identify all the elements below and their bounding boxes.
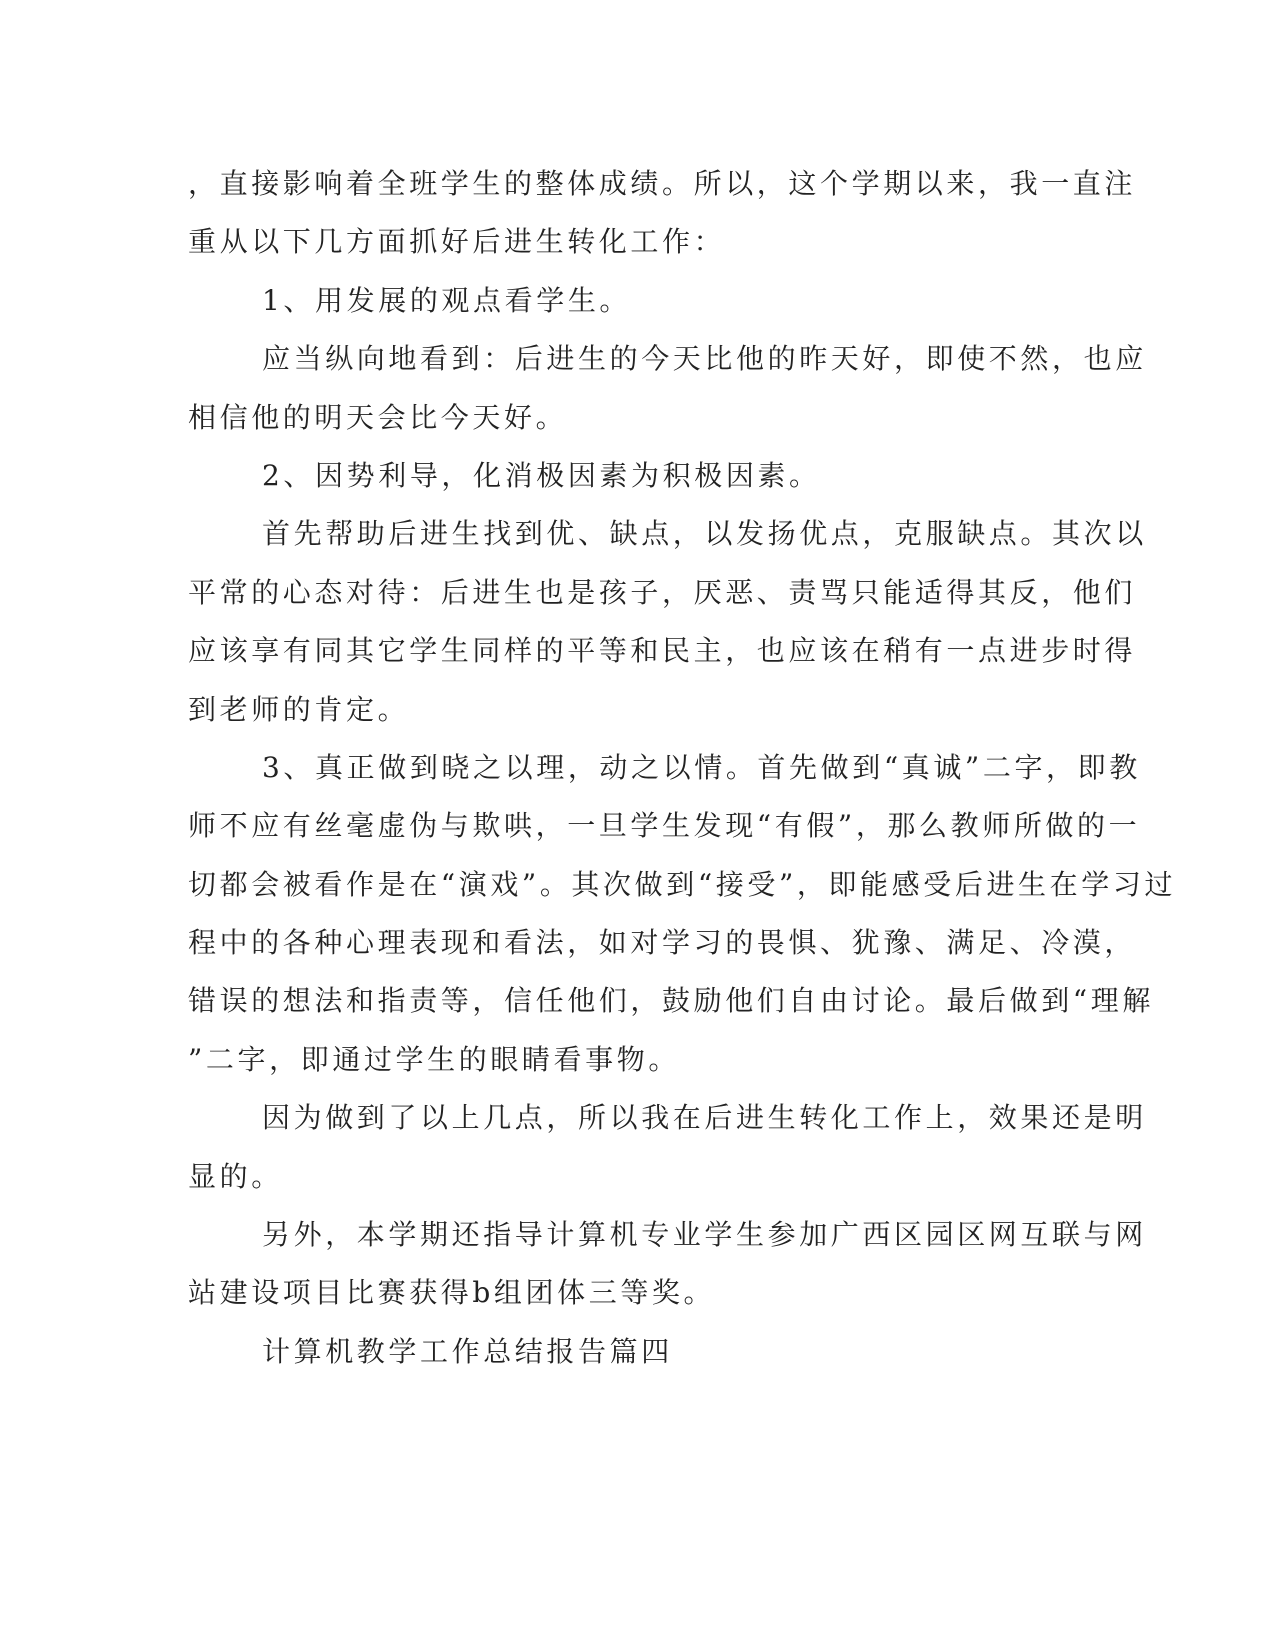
text-line: 首先帮助后进生找到优、缺点，以发扬优点，克服缺点。其次以 (262, 517, 1147, 551)
text-line: 显的。 (188, 1159, 283, 1193)
text-line: 重从以下几方面抓好后进生转化工作： (188, 225, 726, 259)
document-body (188, 155, 1177, 1381)
list-item-heading: 1、用发展的观点看学生。 (262, 283, 632, 317)
text-line: 应当纵向地看到：后进生的今天比他的昨天好，即使不然，也应 (262, 342, 1147, 376)
section-heading: 计算机教学工作总结报告篇四 (262, 1334, 673, 1368)
text-line: 错误的想法和指责等，信任他们，鼓励他们自由讨论。最后做到“理解 (188, 984, 1154, 1018)
text-line: 相信他的明天会比今天好。 (188, 400, 568, 434)
text-line: 另外，本学期还指导计算机专业学生参加广西区园区网互联与网 (262, 1218, 1147, 1252)
text-line: ，直接影响着全班学生的整体成绩。所以，这个学期以来，我一直注 (188, 167, 1137, 200)
list-item-heading: 2、因势利导，化消极因素为积极因素。 (262, 458, 821, 492)
text-line: 到老师的肯定。 (188, 692, 410, 726)
text-line: 程中的各种心理表现和看法，如对学习的畏惧、犹豫、满足、冷漠， (188, 926, 1137, 960)
text-line: 因为做到了以上几点，所以我在后进生转化工作上，效果还是明 (262, 1101, 1147, 1135)
text-line: 平常的心态对待：后进生也是孩子，厌恶、责骂只能适得其反，他们 (188, 575, 1137, 609)
text-line: 切都会被看作是在“演戏”。其次做到“接受”，即能感受后进生在学习过 (188, 867, 1177, 901)
text-line: ”二字，即通过学生的眼睛看事物。 (188, 1042, 680, 1076)
text-line: 站建设项目比赛获得b组团体三等奖。 (188, 1276, 716, 1310)
text-line: 应该享有同其它学生同样的平等和民主，也应该在稍有一点进步时得 (188, 634, 1137, 668)
text-line: 师不应有丝毫虚伪与欺哄，一旦学生发现“有假”，那么教师所做的一 (188, 809, 1141, 843)
list-item-heading: 3、真正做到晓之以理，动之以情。首先做到“真诚”二字，即教 (262, 750, 1141, 784)
